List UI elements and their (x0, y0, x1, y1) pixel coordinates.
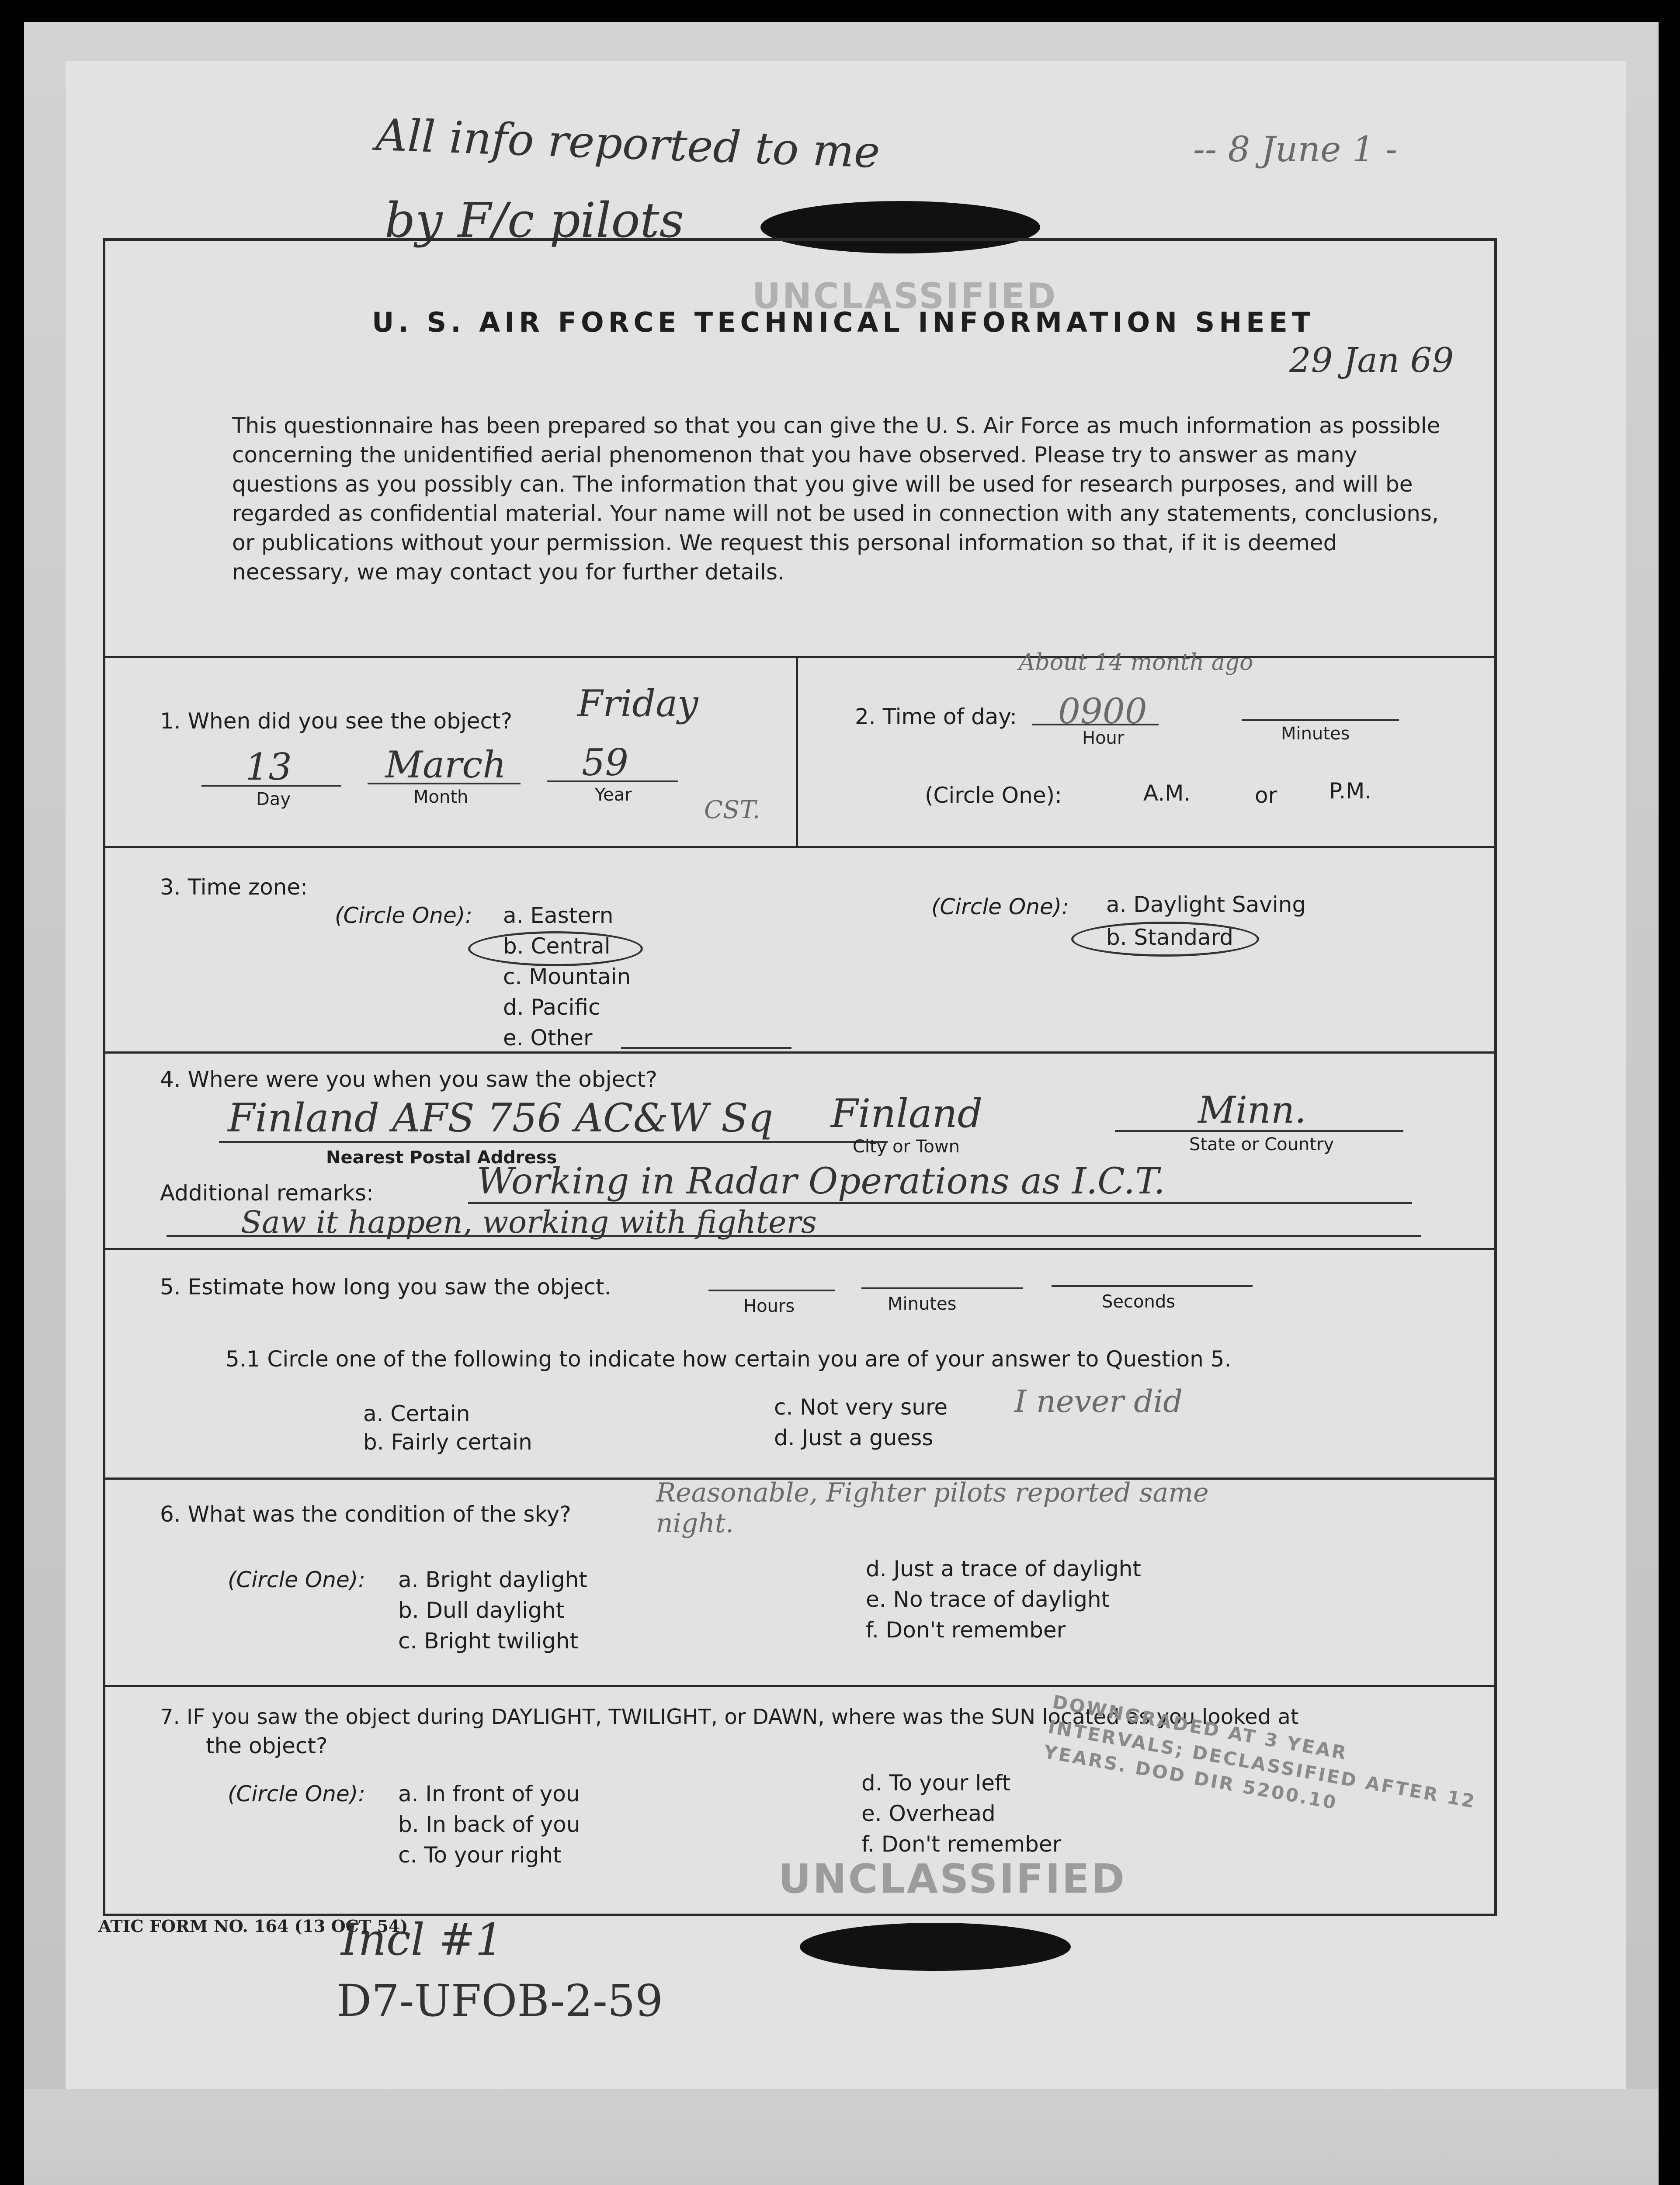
q7-option-dont-remember: f. Don't remember (861, 1831, 1062, 1857)
q7-option-in-front: a. In front of you (398, 1781, 580, 1807)
q7-option-overhead: e. Overhead (861, 1801, 996, 1826)
q1-year-line (547, 780, 678, 782)
handwritten-note-line1-right: -- 8 June 1 - (1193, 129, 1398, 170)
q4-remarks-line2: Saw it happen, working with fighters (241, 1204, 817, 1240)
q4-label: 4. Where were you when you saw the object? (160, 1067, 657, 1092)
q4-state-line (1115, 1130, 1403, 1132)
q1-year-label: Year (595, 785, 632, 805)
q5-seconds-line (1052, 1285, 1253, 1287)
q4-remarks-line2-rule (167, 1235, 1421, 1237)
q2-minutes-line (1242, 719, 1399, 721)
q6-note-line1: Reasonable, Fighter pilots reported same (656, 1477, 1209, 1508)
q7-option-to-right: c. To your right (398, 1842, 562, 1868)
q7-label-line1: 7. IF you saw the object during DAYLIGHT, TWILIGHT, or DAWN, where was the SUN located as you looked at (160, 1705, 1299, 1729)
q6-option-trace-of-daylight: d. Just a trace of daylight (866, 1556, 1141, 1582)
q3-option-standard: b. Standard (1106, 925, 1233, 950)
q3-circle-label-2: (Circle One): (931, 894, 1069, 919)
redaction-mark-bottom (800, 1923, 1071, 1971)
q3-option-eastern: a. Eastern (503, 903, 614, 928)
q6-option-bright-twilight: c. Bright twilight (398, 1628, 579, 1654)
q2-minutes-label: Minutes (1281, 724, 1350, 744)
q3-circle-label: (Circle One): (335, 903, 473, 928)
q2-note: About 14 month ago (1019, 649, 1253, 676)
handwritten-date-stamp: 29 Jan 69 (1289, 341, 1454, 380)
handwritten-document-number: D7-UFOB-2-59 (337, 1975, 663, 2026)
q5-handwritten-note: I never did (1014, 1384, 1183, 1419)
q5-option-just-a-guess: d. Just a guess (774, 1425, 934, 1450)
q4-address-line (219, 1141, 888, 1143)
q1-day-label: Day (256, 789, 291, 809)
q6-note-line2: night. (656, 1508, 734, 1539)
q4-state-value: Minn. (1198, 1089, 1306, 1131)
q5-seconds-label: Seconds (1102, 1292, 1176, 1312)
q4-remarks-label: Additional remarks: (160, 1180, 374, 1206)
q5-hours-line (708, 1290, 835, 1291)
q4-city-label: City or Town (853, 1137, 960, 1157)
q2-circle-label: (Circle One): (925, 783, 1062, 808)
section-q4 (105, 1051, 1494, 1248)
downgrade-stamp: DOWNGRADED AT 3 YEAR INTERVALS; DECLASSIFIED AFTER 12 YEARS. DOD DIR 5200.10 (1042, 1691, 1478, 1814)
q2-hour-label: Hour (1082, 728, 1125, 748)
q7-circle-label: (Circle One): (228, 1781, 366, 1807)
q3-other-line (621, 1047, 791, 1049)
q1-weekday-value: Friday (577, 682, 698, 725)
form-number: ATIC FORM NO. 164 (13 OCT 54) (98, 1916, 408, 1936)
q1-year-value: 59 (582, 741, 628, 784)
handwritten-note-line1: All info reported to me (375, 109, 881, 178)
q4-address-label: Nearest Postal Address (326, 1148, 557, 1168)
q1-month-line (368, 783, 521, 784)
q3-label: 3. Time zone: (160, 874, 308, 900)
section-q5 (105, 1248, 1494, 1477)
q4-address-value: Finland AFS 756 AC&W Sq (228, 1095, 774, 1141)
q4-remarks-line1: Working in Radar Operations as I.C.T. (477, 1161, 1165, 1202)
q7-option-to-left: d. To your left (861, 1770, 1011, 1796)
q1-timezone-note: CST. (704, 796, 760, 824)
q6-option-dont-remember: f. Don't remember (866, 1617, 1066, 1643)
q5-option-fairly-certain: b. Fairly certain (363, 1429, 532, 1455)
form-intro-paragraph: This questionnaire has been prepared so that you can give the U. S. Air Force as much information as possible concerning the unidentified aerial phenomenon that you have observed. Please try to answer as many questions as you possibly can. The information that you give will be used for research purposes, and will be regarded as confidential material. Your name will not be used in connection with any statements, conclusions, or publications without your permission. We request this personal information so that, if it is deemed necessary, we may contact you for further details. (232, 413, 1440, 585)
q4-city-value: Finland (831, 1091, 983, 1137)
photo-lower-area (24, 2089, 1659, 2185)
q2-hour-line (1032, 724, 1159, 725)
q7-label-line2: the object? (206, 1733, 328, 1758)
technical-information-sheet (103, 238, 1497, 1916)
unclassified-stamp-top: UNCLASSIFIED (752, 276, 1058, 316)
q5-option-not-very-sure: c. Not very sure (774, 1394, 948, 1420)
section-q6 (105, 1477, 1494, 1685)
q3-option-mountain: c. Mountain (503, 964, 631, 989)
section-divider-vertical (796, 658, 798, 846)
q3-option-daylight-saving: a. Daylight Saving (1106, 892, 1306, 917)
q3-central-circle-mark (468, 931, 643, 966)
q3-option-pacific: d. Pacific (503, 995, 600, 1020)
q3-option-other: e. Other (503, 1025, 593, 1051)
q6-option-no-trace-of-daylight: e. No trace of daylight (866, 1587, 1110, 1612)
q5-minutes-label: Minutes (888, 1294, 957, 1314)
q5-label: 5. Estimate how long you saw the object. (160, 1274, 611, 1300)
q5-1-label: 5.1 Circle one of the following to indicate how certain you are of your answer to Question 5. (226, 1346, 1232, 1372)
q1-day-line (201, 785, 341, 787)
unclassified-stamp-bottom: UNCLASSIFIED (778, 1856, 1126, 1902)
handwritten-inclosure-label: Incl #1 (341, 1914, 503, 1965)
q6-circle-label: (Circle One): (228, 1567, 366, 1592)
q6-option-dull-daylight: b. Dull daylight (398, 1598, 565, 1623)
form-title: U. S. AIR FORCE TECHNICAL INFORMATION SHEET (372, 306, 1315, 338)
q2-am-option: A.M. (1143, 780, 1191, 806)
q4-remarks-line1-rule (468, 1202, 1412, 1204)
q2-hour-value: 0900 (1058, 691, 1147, 732)
q5-option-certain: a. Certain (363, 1401, 470, 1426)
q4-state-label: State or Country (1189, 1134, 1334, 1155)
q2-pm-option: P.M. (1329, 778, 1372, 804)
handwritten-note-line2: by F/c pilots (385, 192, 684, 248)
q3-option-central: b. Central (503, 933, 611, 959)
q5-hours-label: Hours (743, 1296, 795, 1316)
q3-standard-circle-mark (1071, 922, 1259, 957)
q1-day-value: 13 (245, 746, 292, 788)
q7-option-in-back: b. In back of you (398, 1812, 580, 1837)
section-q1-q2 (105, 649, 1494, 846)
q6-option-bright-daylight: a. Bright daylight (398, 1567, 587, 1592)
q5-minutes-line (861, 1287, 1023, 1289)
q1-month-value: March (385, 743, 507, 786)
q6-label: 6. What was the condition of the sky? (160, 1502, 571, 1527)
q2-label: 2. Time of day: (855, 704, 1017, 729)
q2-or-text: or (1255, 783, 1277, 808)
q1-label: 1. When did you see the object? (160, 708, 513, 734)
section-q7 (105, 1685, 1494, 1917)
section-q3 (105, 846, 1494, 1051)
q1-month-label: Month (413, 787, 469, 807)
